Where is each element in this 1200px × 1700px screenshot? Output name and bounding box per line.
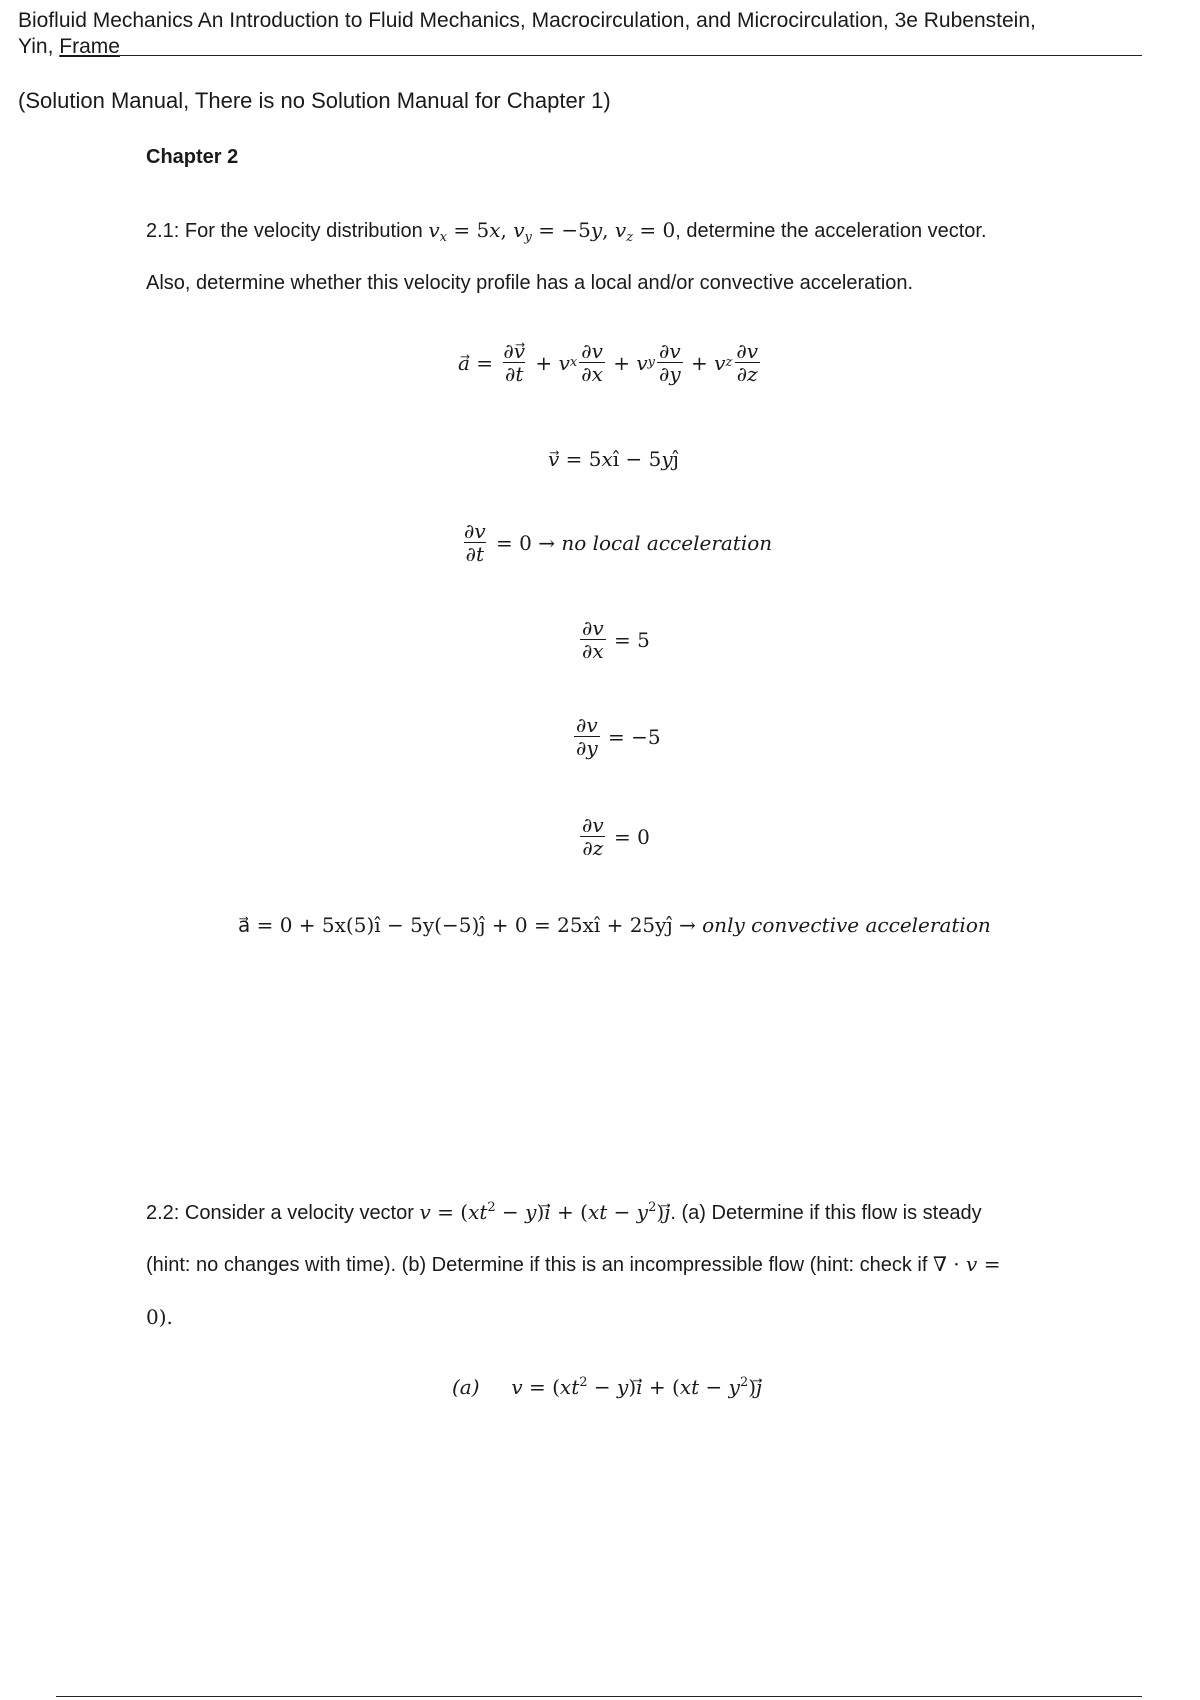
velocity-vector-eq: v⃗ = 5xî − 5yĵ bbox=[548, 447, 679, 471]
problem-2-2-text-end: . (a) Determine if this flow is steady bbox=[670, 1202, 982, 1224]
velocity-vector-2-2-eq: $v = (xt^2$ − y)i⃗ + $(xt - y^2)j$ bbox=[419, 1200, 671, 1224]
footer-rule bbox=[56, 1696, 1142, 1697]
document-header-line1: Biofluid Mechanics An Introduction to Fluid Mechanics, Macrocirculation, and Microcirculation, 3e Rubenstein, bbox=[18, 9, 1036, 32]
dv-dx-value: = 5 bbox=[614, 627, 650, 652]
problem-2-2-line3: 0). bbox=[146, 1305, 173, 1329]
problem-2-1-prompt bbox=[146, 218, 987, 245]
divergence-check-eq: ∇ · v = bbox=[932, 1252, 1001, 1276]
solution-manual-note: (Solution Manual, There is no Solution Manual for Chapter 1) bbox=[18, 88, 611, 113]
local-acceleration-label: no local acceleration bbox=[561, 530, 773, 555]
dv-dy-value: = −5 bbox=[608, 724, 661, 749]
problem-2-2-text: 2.2: Consider a velocity vector bbox=[146, 1202, 414, 1224]
acceleration-result: a⃗ = 0 + 5x(5)î − 5y(−5)ĵ + 0 = 25xî + 25yĵ → bbox=[238, 913, 696, 937]
chapter-title: Chapter 2 bbox=[146, 146, 239, 168]
acceleration-result-eq bbox=[238, 913, 991, 937]
dv-dz-value: = 0 bbox=[614, 824, 650, 849]
problem-2-2-line2 bbox=[146, 1252, 1000, 1277]
local-acceleration-eq: $\frac{\partial v}{\partial t}$ = 0 → no local acceleration bbox=[464, 519, 773, 566]
header-authors: Yin, bbox=[18, 35, 60, 58]
dv-dy-eq: $\frac{\partial v}{\partial y}$ = −5 bbox=[576, 713, 661, 760]
dv-dx-eq: $\frac{\partial v}{\partial x}$ = 5 bbox=[582, 616, 650, 663]
acceleration-result-label: only convective acceleration bbox=[702, 913, 991, 937]
problem-2-1-text: 2.1: For the velocity distribution bbox=[146, 220, 423, 242]
problem-2-1-text-end: , determine the acceleration vector. bbox=[675, 220, 987, 242]
problem-2-1-prompt-line2: Also, determine whether this velocity profile has a local and/or convective acceleration. bbox=[146, 272, 914, 294]
velocity-distribution-eq: $v_x = 5x$, $v_y = -5y$, $v_z = 0$ bbox=[428, 218, 676, 245]
document-header-line2 bbox=[18, 34, 120, 60]
header-rule bbox=[115, 55, 1142, 56]
dv-dz-eq: $\frac{\partial v}{\partial z}$ = 0 bbox=[582, 813, 650, 860]
acceleration-definition-eq: a ⃗ = $\frac{\partial v}{\partial t}$ + v x $\frac{\partial v}{\partial x}$ + v y $\frac{\partial v}{\partial y}$ + v z $\frac{\partial v}{\partial z}$ bbox=[458, 339, 758, 386]
header-author-link[interactable]: Frame bbox=[59, 35, 120, 58]
problem-2-2-hint-text: (hint: no changes with time). (b) Determine if this is an incompressible flow (hint: check if bbox=[146, 1254, 928, 1276]
part-a-label: (a) bbox=[452, 1375, 480, 1399]
part-a-eq: (a) $v = (xt^2$ − y)i⃗ + $(xt - y^2)j$ bbox=[452, 1375, 763, 1399]
problem-2-2-prompt bbox=[146, 1200, 982, 1225]
